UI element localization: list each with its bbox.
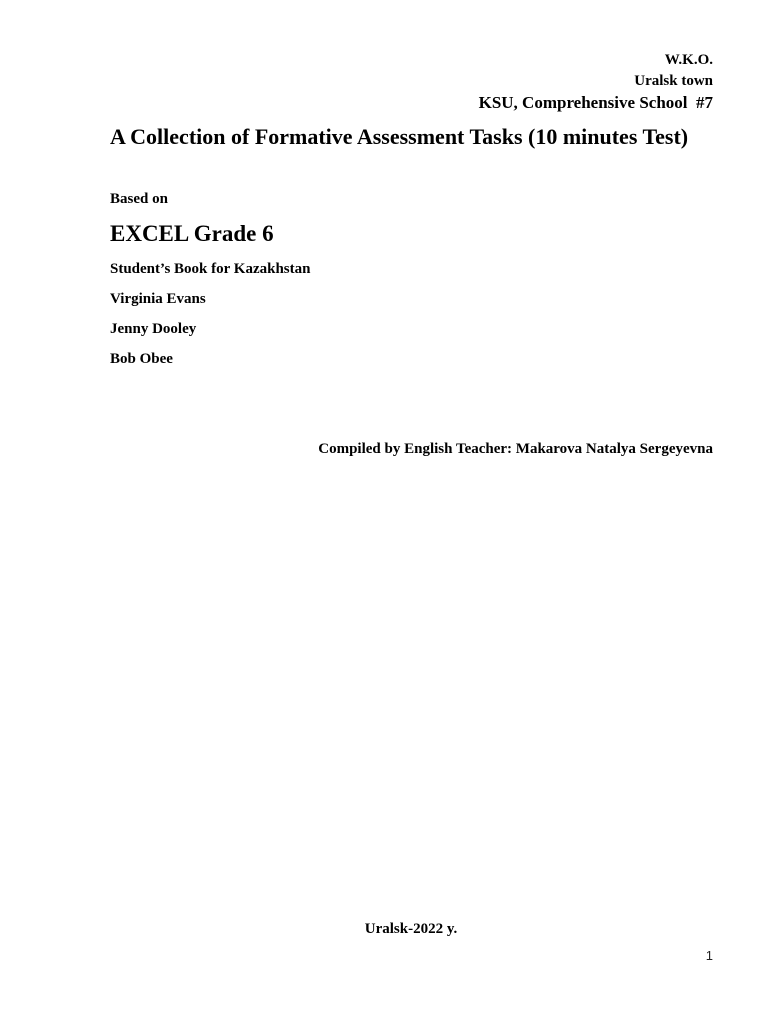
header-school: KSU, Comprehensive School #7 xyxy=(478,93,713,112)
header-town: Uralsk town xyxy=(634,73,713,89)
based-on-label: Based on xyxy=(110,191,168,207)
header-block xyxy=(479,50,713,114)
author-1: Virginia Evans xyxy=(110,291,206,307)
page-number: 1 xyxy=(705,948,713,963)
compiled-by: Compiled by English Teacher: Makarova Natalya Sergeyevna xyxy=(318,441,713,457)
footer-place-year: Uralsk-2022 y. xyxy=(364,921,458,937)
author-2: Jenny Dooley xyxy=(110,321,197,337)
document-title: A Collection of Formative Assessment Tasks (10 minutes Test) xyxy=(110,124,689,149)
book-subtitle: Student’s Book for Kazakhstan xyxy=(110,261,311,277)
header-region: W.K.O. xyxy=(664,52,713,68)
book-title: EXCEL Grade 6 xyxy=(110,221,274,246)
author-3: Bob Obee xyxy=(110,351,173,367)
